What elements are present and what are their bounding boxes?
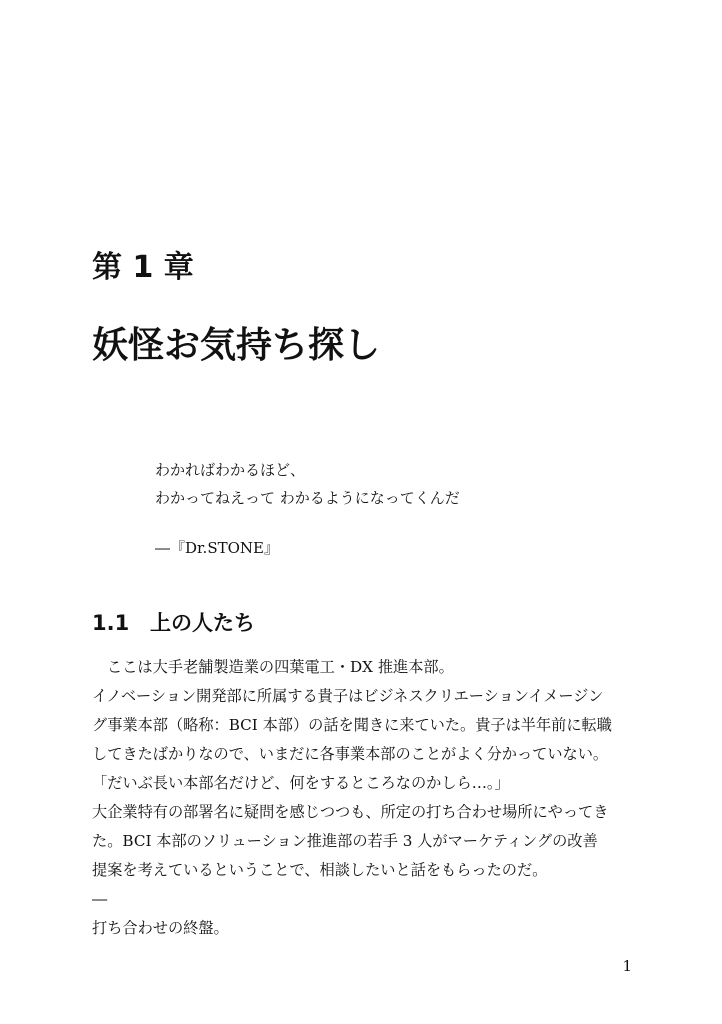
body-line: イノベーション開発部に所属する貴子はビジネスクリエーションイメージン [92, 687, 604, 705]
body-line: た。BCI 本部のソリューション推進部の若手 3 人がマーケティングの改善 [92, 832, 598, 850]
body-line: ここは大手老舗製造業の四葉電工・DX 推進本部。 [107, 658, 454, 676]
chapter-title: 妖怪お気持ち探し [92, 325, 381, 366]
section-title: 上の人たち [150, 611, 255, 635]
epigraph-attribution: ―『Dr.STONE』 [155, 539, 279, 557]
body-line: してきたばかりなので、いまだに各事業本部のことがよく分かっていない。 [92, 745, 609, 763]
chapter-label: 第 1 章 [92, 250, 194, 285]
body-line: 提案を考えているということで、相談したいと話をもらったのだ。 [92, 861, 548, 879]
section-heading [92, 608, 255, 638]
scene-break: ― [92, 890, 108, 908]
body-line: 大企業特有の部署名に疑問を感じつつも、所定の打ち合わせ場所にやってき [92, 803, 609, 821]
body-line: 打ち合わせの終盤。 [92, 919, 229, 937]
section-number: 1.1 [92, 611, 130, 635]
epigraph-line: わかってねえって わかるようになってくんだ [155, 489, 460, 507]
epigraph-line: わかればわかるほど、 [155, 461, 306, 479]
body-line: グ事業本部（略称：BCI 本部）の話を聞きに来ていた。貴子は半年前に転職 [92, 716, 612, 734]
body-text [92, 653, 637, 943]
epigraph [155, 456, 460, 562]
body-line: 「だいぶ長い本部名だけど、何をするところなのかしら…。」 [92, 774, 510, 792]
page-number: 1 [622, 957, 632, 975]
